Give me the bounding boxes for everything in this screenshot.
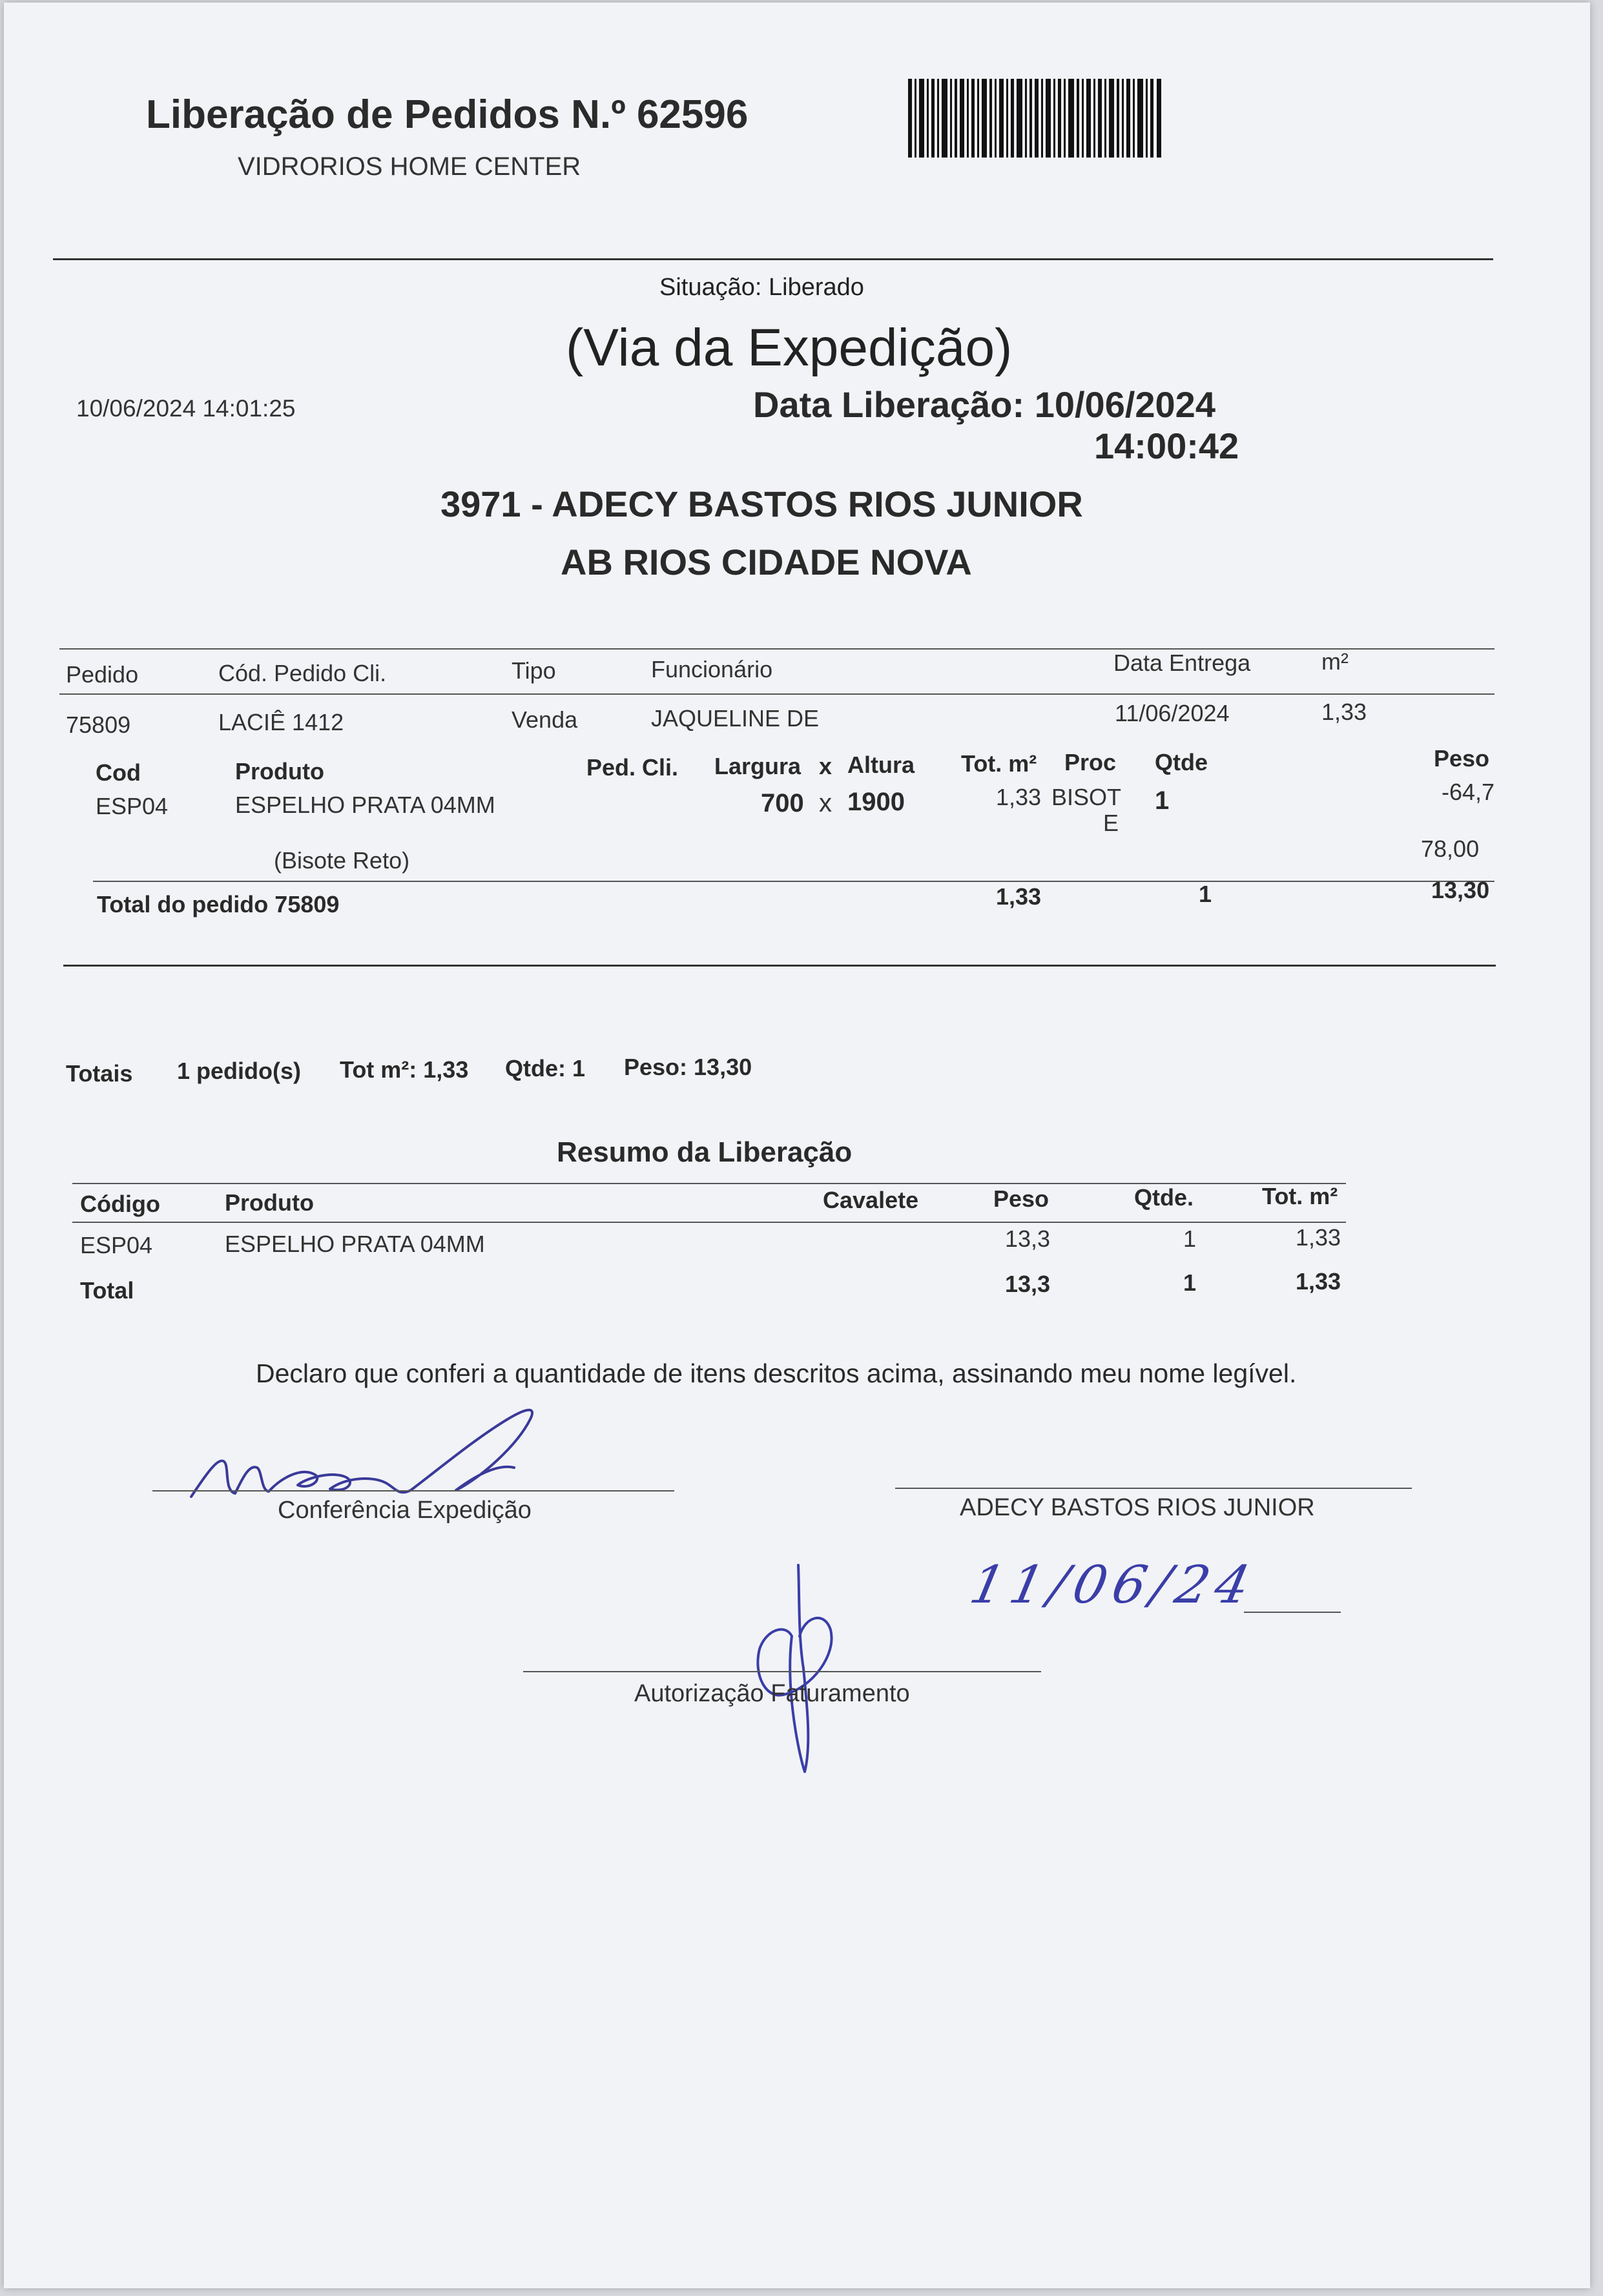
summary-col-produto: Produto: [225, 1189, 314, 1216]
autorizacao-label: Autorização Faturamento: [634, 1680, 910, 1707]
order-total-label: Total do pedido 75809: [97, 891, 340, 917]
handwritten-time-line: [1244, 1612, 1341, 1613]
order-pedido: 75809: [66, 712, 131, 738]
autorizacao-signature-line: [523, 1671, 1041, 1672]
summary-header-line: [72, 1222, 1346, 1223]
order-table-top-line: [59, 648, 1494, 650]
copy-type-label: (Via da Expedição): [566, 318, 1013, 377]
company-name: VIDRORIOS HOME CENTER: [238, 152, 581, 181]
item-observation: (Bisote Reto): [274, 847, 410, 874]
client-store: AB RIOS CIDADE NOVA: [561, 542, 972, 582]
conferencia-signature-icon: [178, 1400, 643, 1510]
item-peso: -64,7: [1442, 779, 1495, 805]
summary-col-cavalete: Cavalete: [823, 1187, 919, 1213]
summary-qtde: 1: [1183, 1225, 1197, 1252]
order-cod-pedido-cli: LACIÊ 1412: [218, 709, 344, 735]
totals-pedidos: 1 pedido(s): [177, 1058, 302, 1084]
item-peso-secondary: 78,00: [1421, 835, 1480, 862]
item-col-cod: Cod: [96, 759, 141, 786]
item-altura: 1900: [847, 788, 905, 816]
header-divider: [53, 258, 1493, 260]
summary-col-qtde: Qtde.: [1134, 1184, 1194, 1211]
summary-total-qtde: 1: [1183, 1269, 1197, 1296]
summary-title: Resumo da Liberação: [557, 1136, 853, 1168]
item-col-proc: Proc: [1064, 749, 1117, 775]
order-section-end-line: [63, 965, 1496, 967]
col-funcionario: Funcionário: [651, 656, 773, 682]
item-cod: ESP04: [96, 793, 169, 819]
item-col-altura: Altura: [847, 752, 915, 778]
col-data-entrega: Data Entrega: [1113, 650, 1251, 676]
client-signature-name: ADECY BASTOS RIOS JUNIOR: [960, 1494, 1315, 1521]
item-col-ped-cli: Ped. Cli.: [586, 754, 679, 781]
item-col-x: x: [819, 753, 833, 779]
declaration-text: Declaro que conferi a quantidade de itens descritos acima, assinando meu nome legível.: [256, 1358, 1297, 1388]
summary-total-tot-m2: 1,33: [1296, 1268, 1341, 1295]
summary-total-peso: 13,3: [1005, 1271, 1051, 1297]
order-data-entrega: 11/06/2024: [1115, 700, 1230, 726]
summary-produto: ESPELHO PRATA 04MM: [225, 1231, 485, 1257]
conferencia-label: Conferência Expedição: [278, 1497, 532, 1524]
summary-col-peso: Peso: [993, 1185, 1050, 1212]
client-name: 3971 - ADECY BASTOS RIOS JUNIOR: [440, 484, 1083, 524]
item-largura: 700: [761, 789, 804, 817]
totals-qtde: Qtde: 1: [505, 1055, 586, 1081]
summary-col-codigo: Código: [80, 1191, 160, 1217]
autorizacao-signature-icon: [740, 1559, 863, 1778]
order-total-qtde: 1: [1199, 881, 1212, 907]
item-produto: ESPELHO PRATA 04MM: [235, 792, 495, 818]
client-signature-line: [895, 1488, 1412, 1489]
item-proc-continued: E: [1103, 810, 1119, 836]
item-col-produto: Produto: [235, 758, 324, 784]
summary-col-tot-m2: Tot. m²: [1262, 1183, 1338, 1209]
document-title: Liberação de Pedidos N.º 62596: [146, 92, 749, 137]
barcode-icon: [908, 79, 1161, 158]
summary-peso: 13,3: [1005, 1225, 1051, 1252]
totals-peso: Peso: 13,30: [624, 1054, 752, 1080]
release-date: Data Liberação: 10/06/2024: [753, 384, 1215, 425]
item-qtde: 1: [1155, 786, 1170, 815]
order-tipo: Venda: [512, 706, 578, 733]
summary-total-label: Total: [80, 1277, 134, 1304]
item-x: x: [819, 789, 832, 817]
item-tot-m2: 1,33: [996, 784, 1042, 810]
order-m2: 1,33: [1321, 699, 1367, 725]
item-proc: BISOT: [1051, 784, 1122, 810]
status-label: Situação: Liberado: [659, 274, 864, 301]
totals-label: Totais: [66, 1060, 133, 1087]
col-cod-pedido-cli: Cód. Pedido Cli.: [218, 660, 387, 686]
order-table-header-line: [59, 693, 1494, 695]
document-page: [4, 3, 1590, 2288]
summary-codigo: ESP04: [80, 1232, 153, 1258]
printed-timestamp: 10/06/2024 14:01:25: [76, 395, 296, 422]
item-col-largura: Largura: [714, 753, 802, 779]
col-tipo: Tipo: [512, 657, 556, 684]
release-time: 14:00:42: [1094, 425, 1239, 466]
order-total-peso: 13,30: [1431, 877, 1490, 903]
item-total-line: [93, 881, 1494, 882]
order-total-m2: 1,33: [996, 883, 1042, 910]
item-col-qtde: Qtde: [1155, 749, 1208, 775]
summary-tot-m2: 1,33: [1296, 1224, 1341, 1251]
col-m2: m²: [1321, 648, 1349, 675]
order-funcionario: JAQUELINE DE: [651, 705, 820, 732]
item-col-peso: Peso: [1434, 745, 1490, 772]
conferencia-signature-line: [152, 1490, 674, 1491]
totals-m2: Tot m²: 1,33: [340, 1056, 469, 1083]
col-pedido: Pedido: [66, 661, 139, 688]
handwritten-date: 11/06/24: [965, 1555, 1262, 1615]
item-col-tot-m2: Tot. m²: [961, 750, 1037, 777]
